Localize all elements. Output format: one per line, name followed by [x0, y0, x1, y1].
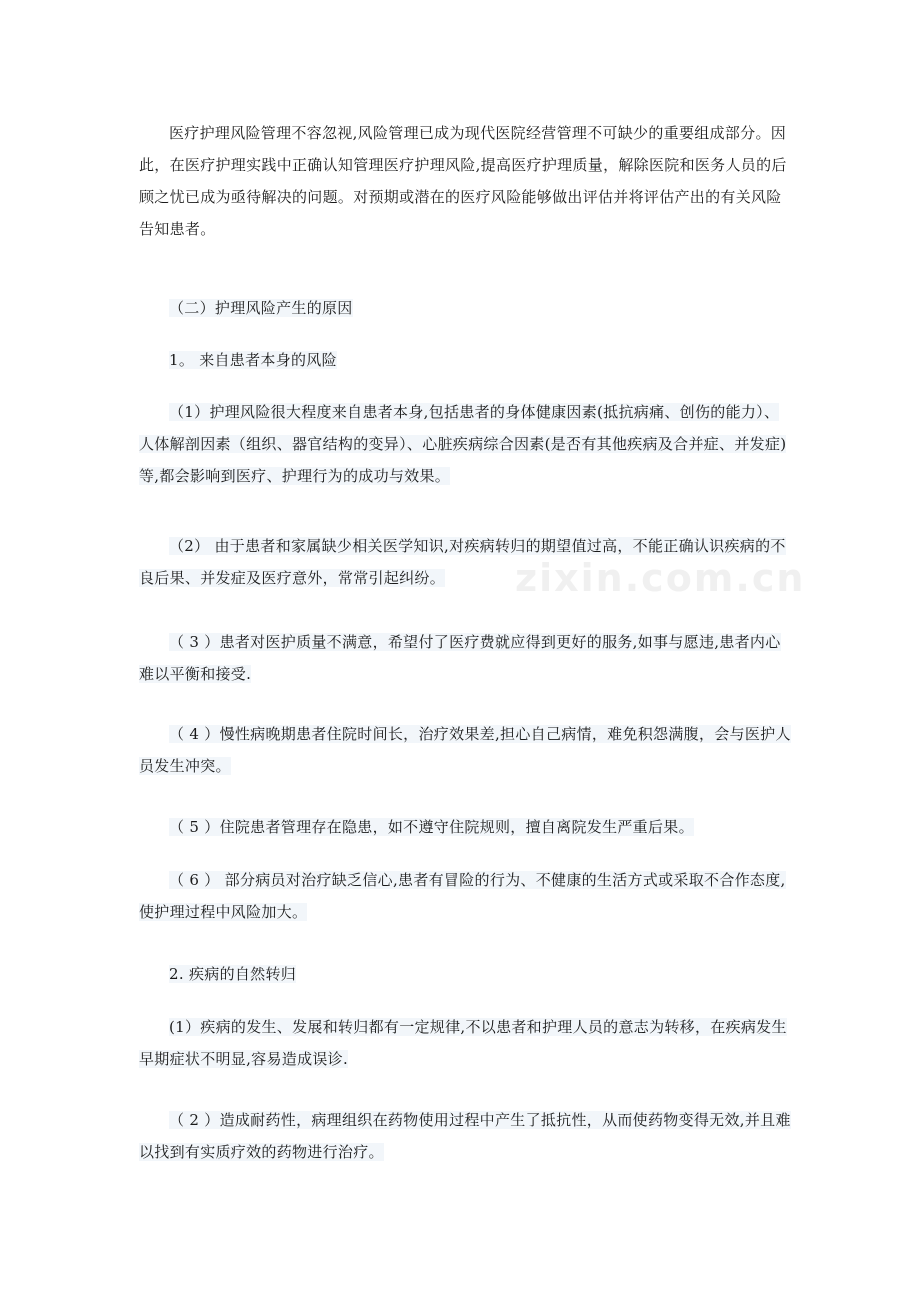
list-item [139, 811, 794, 843]
list-item-text: （ 2 ）造成耐药性，病理组织在药物使用过程中产生了抵抗性，从而使药物变得无效,并且难以找到有实质疗效的药物进行治疗。 [139, 1111, 791, 1161]
subsection-heading-1 [139, 344, 794, 376]
list-item-text: （ 3 ）患者对医护质量不满意，希望付了医疗费就应得到更好的服务,如事与愿违,患者内心难以平衡和接受. [139, 633, 781, 683]
intro-text: 医疗护理风险管理不容忽视,风险管理已成为现代医院经营管理不可缺少的重要组成部分。因此，在医疗护理实践中正确认知管理医疗护理风险,提高医疗护理质量，解除医院和医务人员的后顾之忧已成为亟待解决的问题。对预期或潜在的医疗风险能够做出评估并将评估产出的有关风险告知患者。 [139, 124, 787, 238]
list-item [139, 396, 794, 492]
subsection-heading-2-text: 2. 疾病的自然转归 [169, 965, 297, 983]
section-heading-text: （二）护理风险产生的原因 [169, 299, 353, 317]
section-heading [139, 292, 794, 324]
list-item-text: (1）疾病的发生、发展和转归都有一定规律,不以患者和护理人员的意志为转移，在疾病发生早期症状不明显,容易造成误诊. [139, 1018, 787, 1068]
list-item [139, 1011, 794, 1075]
list-item-text: （ 6 ） 部分病员对治疗缺乏信心,患者有冒险的行为、不健康的生活方式或采取不合作态度,使护理过程中风险加大。 [139, 871, 786, 921]
list-item [139, 864, 794, 928]
subsection-heading-1-text: 1。 来自患者本身的风险 [169, 351, 337, 369]
list-item [139, 1104, 794, 1168]
list-item [139, 718, 794, 782]
list-item [139, 626, 794, 690]
list-item-text: （ 5 ）住院患者管理存在隐患，如不遵守住院规则，擅自离院发生严重后果。 [169, 818, 694, 836]
watermark: zixin.com.cn [515, 556, 806, 600]
intro-paragraph [139, 117, 794, 245]
list-item-text: （2） 由于患者和家属缺少相关医学知识,对疾病转归的期望值过高，不能正确认识疾病的不良后果、并发症及医疗意外，常常引起纠纷。 [139, 537, 786, 587]
list-item-text: （1）护理风险很大程度来自患者本身,包括患者的身体健康因素(抵抗病痛、创伤的能力）、人体解剖因素（组织、器官结构的变异）、心脏疾病综合因素(是否有其他疾病及合并症、并发症)等,都会影响到医疗、护理行为的成功与效果。 [139, 403, 787, 485]
subsection-heading-2 [139, 958, 794, 990]
list-item-text: （ 4 ）慢性病晚期患者住院时间长，治疗效果差,担心自己病情，难免积怨满腹，会与医护人员发生冲突。 [139, 725, 791, 775]
